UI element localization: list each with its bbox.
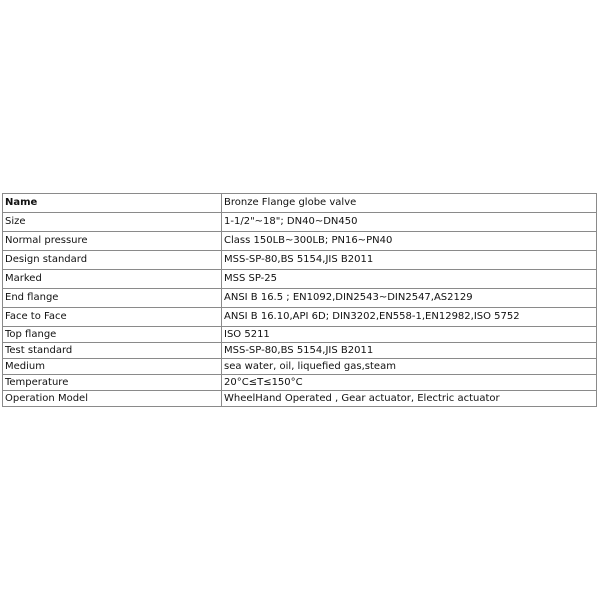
- table-row: [3, 359, 597, 375]
- spec-value: ANSI B 16.5 ; EN1092,DIN2543~DIN2547,AS2129: [222, 289, 597, 308]
- spec-value: sea water, oil, liquefied gas,steam: [222, 359, 597, 375]
- table-row: [3, 327, 597, 343]
- table-row: [3, 232, 597, 251]
- table-row: [3, 308, 597, 327]
- table-row: [3, 194, 597, 213]
- spec-value: ISO 5211: [222, 327, 597, 343]
- table-row: [3, 213, 597, 232]
- spec-value: WheelHand Operated , Gear actuator, Electric actuator: [222, 391, 597, 407]
- spec-label: Design standard: [3, 251, 222, 270]
- spec-label: Size: [3, 213, 222, 232]
- table-row: [3, 343, 597, 359]
- spec-label: End flange: [3, 289, 222, 308]
- spec-value: 1-1/2"~18"; DN40~DN450: [222, 213, 597, 232]
- spec-label: Marked: [3, 270, 222, 289]
- spec-label: Top flange: [3, 327, 222, 343]
- spec-value: Class 150LB~300LB; PN16~PN40: [222, 232, 597, 251]
- table-row: [3, 251, 597, 270]
- specification-table: [2, 193, 597, 407]
- spec-label: Temperature: [3, 375, 222, 391]
- spec-value: MSS SP-25: [222, 270, 597, 289]
- spec-value: ANSI B 16.10,API 6D; DIN3202,EN558-1,EN12982,ISO 5752: [222, 308, 597, 327]
- spec-label: Test standard: [3, 343, 222, 359]
- spec-value: Bronze Flange globe valve: [222, 194, 597, 213]
- spec-value: MSS-SP-80,BS 5154,JIS B2011: [222, 343, 597, 359]
- spec-value: 20°C≤T≤150°C: [222, 375, 597, 391]
- table-row: [3, 375, 597, 391]
- spec-label: Name: [3, 194, 222, 213]
- spec-label: Operation Model: [3, 391, 222, 407]
- spec-value: MSS-SP-80,BS 5154,JIS B2011: [222, 251, 597, 270]
- table-row: [3, 391, 597, 407]
- table-row: [3, 289, 597, 308]
- spec-label: Medium: [3, 359, 222, 375]
- spec-label: Face to Face: [3, 308, 222, 327]
- table-row: [3, 270, 597, 289]
- spec-label: Normal pressure: [3, 232, 222, 251]
